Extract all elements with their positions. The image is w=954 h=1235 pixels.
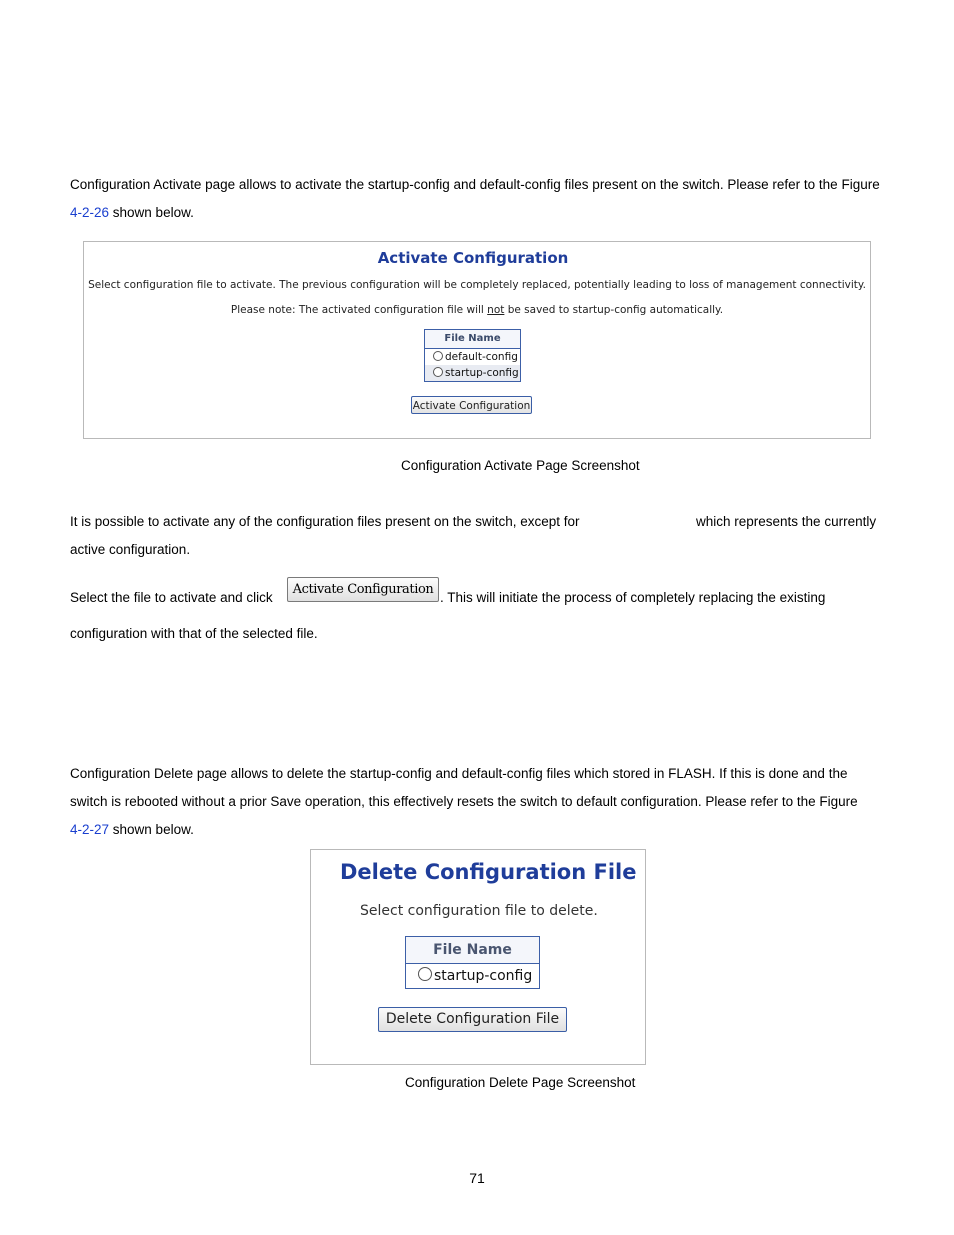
file-row-default-config[interactable]: [425, 349, 520, 365]
activate-note-text-line2: active configuration.: [70, 542, 191, 557]
delete-intro-line1: Configuration Delete page allows to delete the startup-config and default-config files which stored in FLASH. If this is done and the: [70, 766, 848, 781]
activate-configuration-button[interactable]: Activate Configuration: [411, 396, 532, 414]
activate-intro-text: Configuration Activate page allows to activate the startup-config and default-config files present on the switch. Please refer to the Figure: [70, 177, 880, 192]
delete-configuration-figure: [310, 849, 646, 1065]
delete-figure-caption: Configuration Delete Page Screenshot: [405, 1075, 636, 1090]
delete-file-row-startup-config[interactable]: [406, 964, 539, 988]
delete-config-title: Delete Configuration File: [340, 860, 637, 884]
delete-intro-line3-text: shown below.: [109, 822, 194, 837]
figure-link-4-2-26[interactable]: 4-2-26: [70, 205, 110, 220]
radio-startup-config[interactable]: [418, 967, 432, 981]
activate-configuration-figure: [83, 241, 871, 439]
file-name-header: File Name: [425, 330, 520, 349]
select-instruction-text-cont: . This will initiate the process of completely replacing the existing: [440, 590, 826, 605]
activate-note-text: It is possible to activate any of the configuration files present on the switch, except for: [70, 514, 580, 529]
page-number: 71: [469, 1170, 485, 1186]
delete-file-name-header: File Name: [406, 937, 539, 964]
file-row-startup-config[interactable]: [425, 365, 520, 381]
note-text-not: not: [487, 304, 505, 316]
radio-startup-config[interactable]: [433, 367, 443, 377]
activate-intro-text-end: shown below.: [109, 205, 194, 220]
activate-note-text-cont: which represents the currently: [696, 514, 877, 529]
activate-config-note: [84, 304, 870, 316]
activate-config-description: Select configuration file to activate. The previous configuration will be completely replaced, potentially leading to loss of management connectivity.: [88, 279, 866, 291]
note-text-pre: Please note: The activated configuration file will: [230, 304, 488, 316]
activate-config-title: Activate Configuration: [377, 249, 569, 267]
delete-config-description: Select configuration file to delete.: [360, 903, 598, 919]
activate-figure-caption: Configuration Activate Page Screenshot: [401, 458, 640, 473]
file-label: default-config: [445, 351, 518, 363]
select-instruction-line2: configuration with that of the selected file.: [70, 626, 318, 641]
delete-intro-line3: [70, 822, 194, 838]
delete-file-name-table: [405, 936, 540, 989]
activate-configuration-inline-button: Activate Configuration: [287, 577, 439, 602]
file-label: startup-config: [445, 367, 519, 379]
file-name-table: [424, 329, 521, 382]
note-text-post: be saved to startup-config automatically.: [504, 304, 724, 316]
activate-intro-paragraph: [70, 171, 888, 227]
radio-default-config[interactable]: [433, 351, 443, 361]
select-instruction-text: Select the file to activate and click: [70, 590, 273, 605]
delete-intro-line2: switch is rebooted without a prior Save operation, this effectively resets the switch to default configuration. Please refer to the Figure: [70, 794, 858, 809]
figure-link-4-2-27[interactable]: 4-2-27: [70, 822, 110, 837]
delete-configuration-file-button[interactable]: Delete Configuration File: [378, 1007, 567, 1032]
file-label: startup-config: [434, 968, 533, 984]
